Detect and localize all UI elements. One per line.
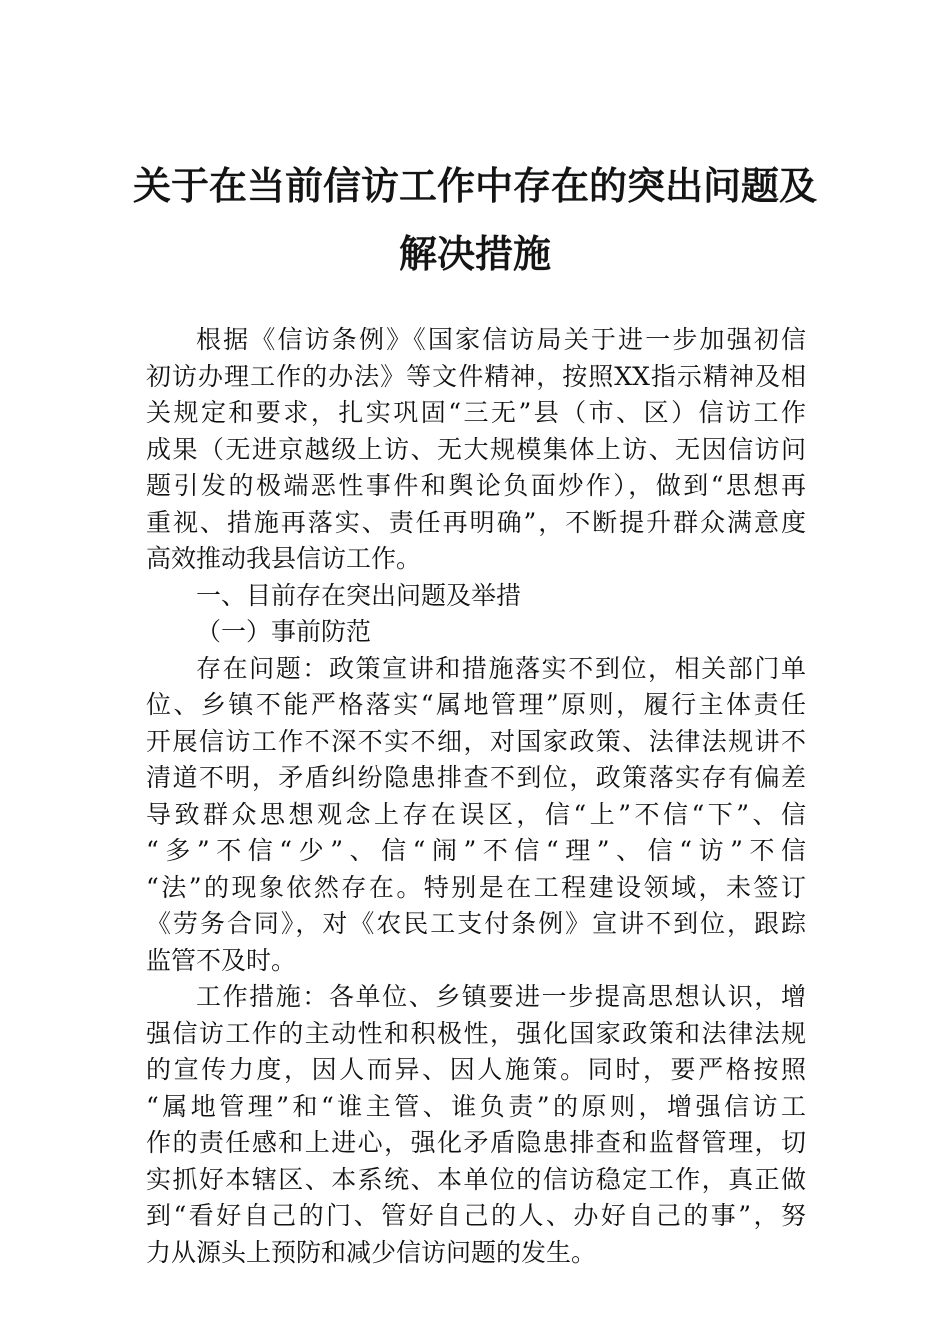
paragraph-2-line: 存在问题：政策宣讲和措施落实不到位，相关部门单	[196, 653, 806, 683]
paragraph-1-line: 关规定和要求，扎实巩固“三无”县（市、区）信访工作	[146, 398, 806, 427]
document-title-line-1: 关于在当前信访工作中存在的突出问题及	[132, 163, 817, 208]
paragraph-2-line: 开展信访工作不深不实不细，对国家政策、法律法规讲不	[146, 726, 806, 756]
paragraph-1-line: 根据《信访条例》《国家信访局关于进一步加强初信	[196, 325, 806, 354]
paragraph-2-line: 《劳务合同》，对《农民工支付条例》宣讲不到位，跟踪	[146, 909, 806, 938]
paragraph-1-line: 初访办理工作的办法》等文件精神，按照XX指示精神及相	[146, 361, 806, 391]
paragraph-1-line: 高效推动我县信访工作。	[146, 544, 422, 573]
subsection-heading: （一）事前防范	[196, 617, 372, 646]
paragraph-1-line: 题引发的极端恶性事件和舆论负面炒作），做到“思想再	[146, 471, 806, 500]
paragraph-3-line: 到“看好自己的门、管好自己的人、办好自己的事”，努	[146, 1201, 806, 1230]
paragraph-1-line: 重视、措施再落实、责任再明确”，不断提升群众满意度	[146, 507, 806, 537]
paragraph-3-line: “属地管理”和“谁主管、谁负责”的原则，增强信访工	[146, 1091, 806, 1121]
paragraph-3-line: 的宣传力度，因人而异、因人施策。同时，要严格按照	[146, 1055, 806, 1084]
document-body	[146, 322, 806, 1271]
paragraph-2-line: “多”不信“少”、信“闹”不信“理”、信“访”不信	[146, 836, 806, 865]
document-title-line-2: 解决措施	[398, 231, 551, 276]
paragraph-2-line: 监管不及时。	[146, 945, 297, 975]
paragraph-2-line: 清道不明，矛盾纠纷隐患排查不到位，政策落实存有偏差	[146, 763, 806, 792]
paragraph-3-line: 工作措施：各单位、乡镇要进一步提高思想认识，增	[196, 982, 806, 1011]
paragraph-3-line: 强信访工作的主动性和积极性，强化国家政策和法律法规	[146, 1018, 806, 1048]
paragraph-2-line: “法”的现象依然存在。特别是在工程建设领域，未签订	[146, 872, 806, 902]
paragraph-2-line: 位、乡镇不能严格落实“属地管理”原则，履行主体责任	[146, 690, 806, 719]
section-heading: 一、目前存在突出问题及举措	[196, 580, 522, 610]
paragraph-2-line: 导致群众思想观念上存在误区，信“上”不信“下”、信	[146, 799, 806, 829]
paragraph-3-line: 实抓好本辖区、本系统、本单位的信访稳定工作，真正做	[146, 1164, 806, 1194]
paragraph-3-line: 力从源头上预防和减少信访问题的发生。	[146, 1237, 597, 1267]
paragraph-3-line: 作的责任感和上进心，强化矛盾隐患排查和监督管理，切	[146, 1128, 806, 1157]
paragraph-1-line: 成果（无进京越级上访、无大规模集体上访、无因信访问	[146, 434, 806, 464]
